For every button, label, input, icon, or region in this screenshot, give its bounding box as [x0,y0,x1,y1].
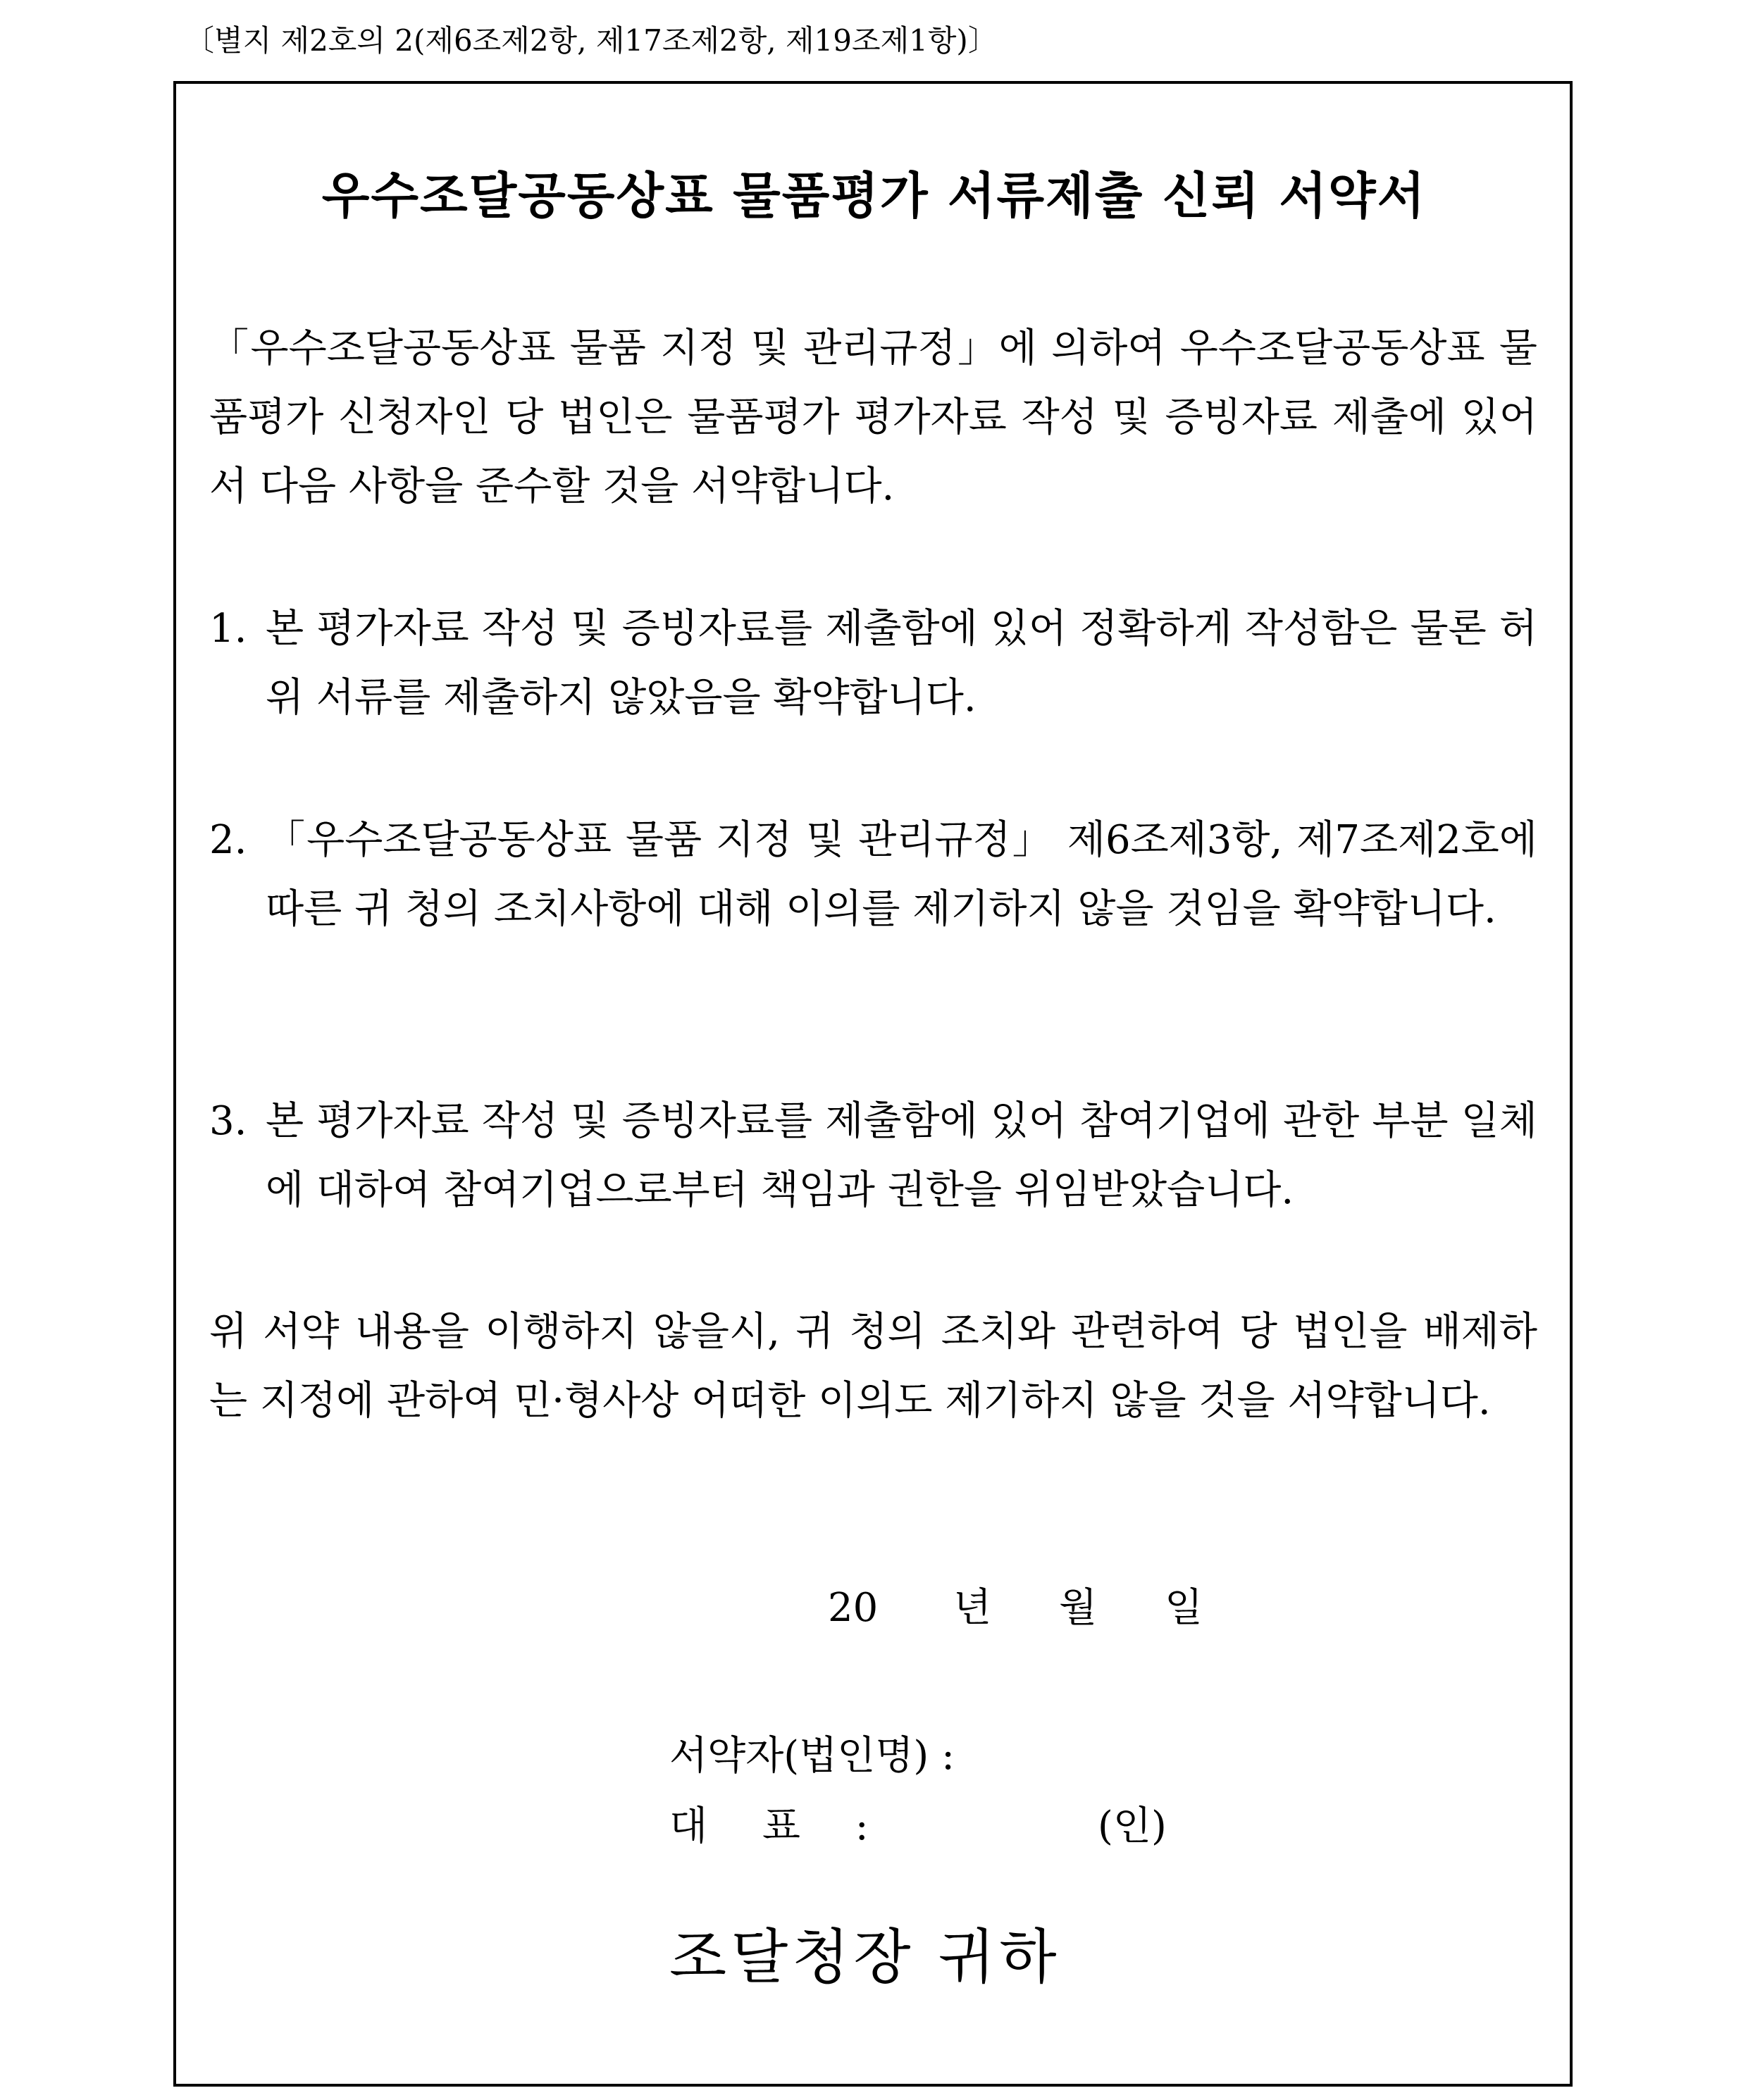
document-title: 우수조달공동상표 물품평가 서류제출 신뢰 서약서 [321,167,1427,225]
form-reference: 〔별지 제2호의 2(제6조제2항, 제17조제2항, 제19조제1항)〕 [185,23,998,58]
pledge-item [209,806,1537,944]
date-year-label: 년 [953,1585,992,1631]
date-year-prefix: 20 [828,1585,879,1631]
date-line [828,1577,1236,1640]
representative-label: 대 표 : [669,1803,890,1849]
intro-paragraph: 「우수조달공동상표 물품 지정 및 관리규정」에 의하여 우수조달공동상표 물품평가 신청자인 당 법인은 물품평가 평가자료 작성 및 증빙자료 제출에 있어서 다음 사항을 준수할 것을 서약합니다. [209,325,1537,509]
pledge-item-number: 3. [209,1098,247,1144]
pledge-item-number: 1. [209,606,247,652]
pledge-item-number: 2. [209,817,247,863]
pledge-item-text: 「우수조달공동상표 물품 지정 및 관리규정」 제6조제3항, 제7조제2호에 따른 귀 청의 조치사항에 대해 이의를 제기하지 않을 것임을 확약합니다. [266,817,1537,932]
seal-label: (인) [1098,1803,1167,1849]
corporation-name-label: 서약자(법인명) : [669,1733,955,1779]
pledge-item [209,595,1537,733]
pledge-item [209,1087,1537,1225]
date-day-label: 일 [1164,1585,1203,1631]
pledge-item-text: 본 평가자료 작성 및 증빙자료를 제출함에 있어 정확하게 작성함은 물론 허위 서류를 제출하지 않았음을 확약합니다. [266,606,1537,721]
closing-paragraph: 위 서약 내용을 이행하지 않을시, 귀 청의 조치와 관련하여 당 법인을 배제하는 지정에 관하여 민·형사상 어떠한 이의도 제기하지 않을 것을 서약합니다. [209,1309,1537,1424]
addressee: 조달청장 귀하 [669,1922,1061,1992]
date-month-label: 월 [1058,1585,1098,1631]
pledge-item-text: 본 평가자료 작성 및 증빙자료를 제출함에 있어 참여기업에 관한 부분 일체에 대하여 참여기업으로부터 책임과 권한을 위임받았습니다. [266,1098,1537,1213]
